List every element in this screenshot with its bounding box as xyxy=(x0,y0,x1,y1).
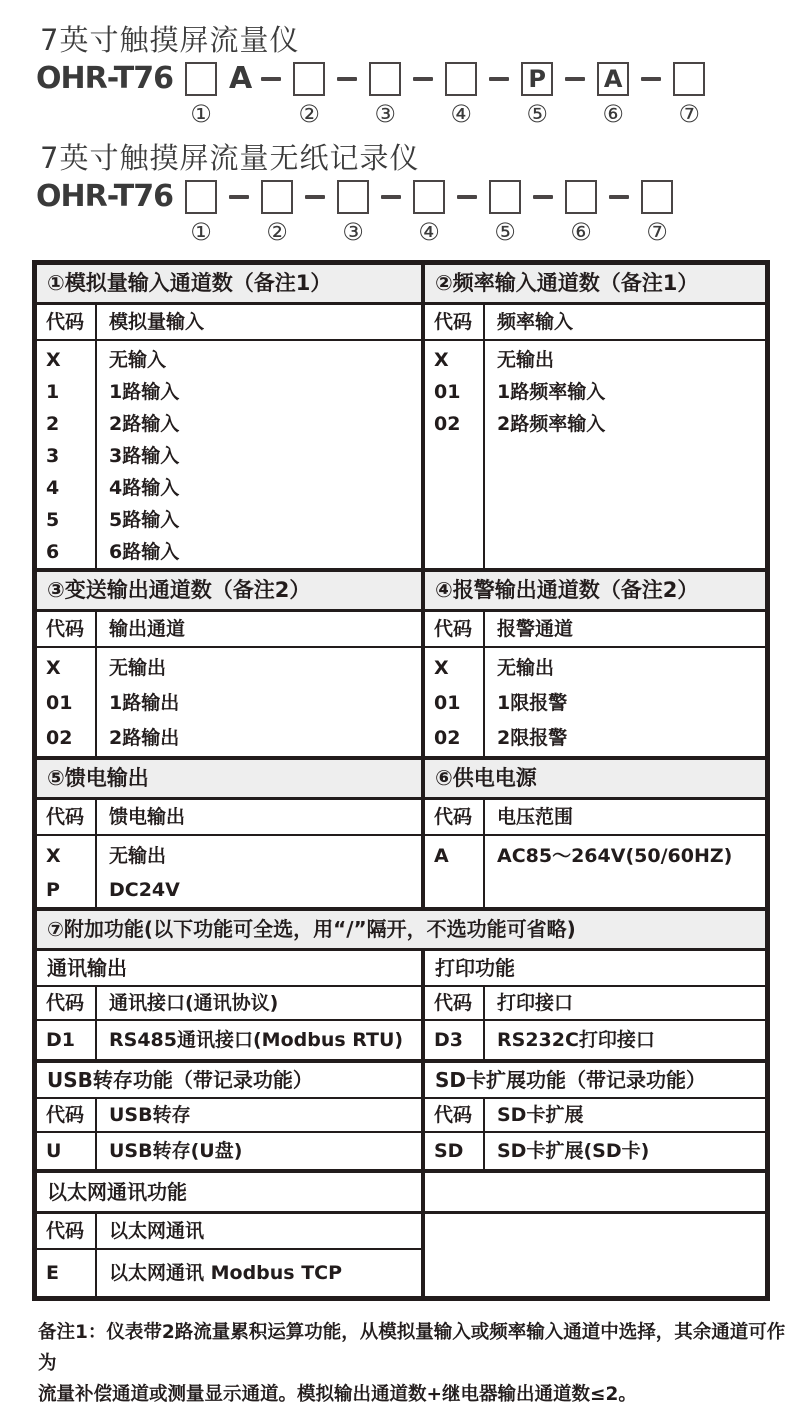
column-header-row xyxy=(425,800,765,836)
value-cell: 1路输出 xyxy=(109,692,180,714)
model-slot-1 xyxy=(183,180,219,245)
model-slot-7 xyxy=(671,62,707,127)
value-cell: 无输出 xyxy=(497,657,555,679)
section-6-power-supply xyxy=(425,760,765,907)
model-code-box-5: P xyxy=(521,62,553,96)
code-column-header: 代码 xyxy=(425,305,485,339)
code-cell: 02 xyxy=(46,727,73,749)
code-cells xyxy=(425,648,485,756)
model-separator-dash xyxy=(533,195,553,199)
model-prefix-1: OHR-T76 xyxy=(36,61,173,96)
table-block-5-6 xyxy=(37,760,765,911)
column-header-row xyxy=(37,987,421,1021)
value-cell: DC24V xyxy=(109,879,180,901)
value-cell: 3路输入 xyxy=(109,445,180,467)
model-code-box-6: A xyxy=(597,62,629,96)
model-slot-6 xyxy=(563,180,599,245)
circled-number-4: ④ xyxy=(418,218,440,246)
value-cell: 无输出 xyxy=(109,845,167,867)
value-column-header: 报警通道 xyxy=(497,618,574,640)
model-slot-4 xyxy=(443,62,479,127)
model-code-box-2 xyxy=(261,180,293,214)
model-separator-dash xyxy=(305,195,325,199)
code-cell: A xyxy=(434,845,449,867)
footnote-line-2: 流量补偿通道或测量显示通道。模拟输出通道数+继电器输出通道数≤2。 xyxy=(38,1384,637,1405)
value-cell: AC85～264V(50/60HZ) xyxy=(497,845,733,867)
code-cell: D3 xyxy=(425,1021,485,1059)
subsection-header-ethernet: 以太网通讯功能 xyxy=(37,1173,421,1214)
table-row xyxy=(425,1021,765,1063)
code-cell: X xyxy=(46,845,61,867)
model-code-box-1 xyxy=(185,62,217,96)
model-slot-3 xyxy=(335,180,371,245)
model-code-box-5 xyxy=(489,180,521,214)
value-cell: RS485通讯接口(Modbus RTU) xyxy=(109,1029,404,1051)
circled-number-3: ③ xyxy=(342,218,364,246)
table-block-7 xyxy=(37,911,765,1296)
empty-cell xyxy=(425,1173,765,1214)
code-cell: X xyxy=(46,657,61,679)
value-cell: 1限报警 xyxy=(497,692,568,714)
code-cells xyxy=(37,341,97,568)
table-row xyxy=(37,1021,421,1063)
value-cell: SD卡扩展(SD卡) xyxy=(497,1140,650,1162)
model-code-box-1 xyxy=(185,180,217,214)
circled-number-7: ⑦ xyxy=(646,218,668,246)
value-cell: 以太网通讯 Modbus TCP xyxy=(109,1262,343,1284)
circled-number-2: ② xyxy=(298,100,320,128)
circled-number-4: ④ xyxy=(450,100,472,128)
model-slot-1 xyxy=(183,62,219,127)
section-2-frequency-input xyxy=(425,265,765,568)
section-7-right-column xyxy=(425,951,765,1296)
code-column-header: 代码 xyxy=(425,800,485,834)
code-cell: 01 xyxy=(434,692,461,714)
value-column-header: 以太网通讯 xyxy=(109,1220,205,1242)
value-column-header: SD卡扩展 xyxy=(497,1104,584,1126)
subsection-header-sd: SD卡扩展功能（带记录功能） xyxy=(425,1063,765,1099)
section-rows xyxy=(37,648,421,756)
code-cell: 5 xyxy=(46,509,60,531)
circled-number-1: ① xyxy=(190,218,212,246)
model-separator-dash xyxy=(457,195,477,199)
circled-number-7: ⑦ xyxy=(678,100,700,128)
table-row xyxy=(425,1133,765,1173)
value-cells xyxy=(485,836,765,907)
code-column-header: 代码 xyxy=(425,987,485,1019)
value-cell: 6路输入 xyxy=(109,541,180,563)
code-column-header: 代码 xyxy=(37,305,97,339)
section-header: ⑤馈电输出 xyxy=(37,760,421,800)
value-column-header: 模拟量输入 xyxy=(109,311,205,333)
code-cell: U xyxy=(37,1133,97,1169)
model-prefix-2: OHR-T76 xyxy=(36,179,173,214)
value-cell: 无输出 xyxy=(497,349,555,371)
code-cell: 02 xyxy=(434,727,461,749)
model-code-box-4 xyxy=(445,62,477,96)
value-cell: RS232C打印接口 xyxy=(497,1029,655,1051)
section-4-alarm-output xyxy=(425,572,765,756)
table-block-3-4 xyxy=(37,572,765,760)
code-column-header: 代码 xyxy=(37,800,97,834)
code-cell: 01 xyxy=(46,692,73,714)
model-slot-2 xyxy=(259,180,295,245)
table-row xyxy=(37,1250,421,1296)
section-header: ③变送输出通道数（备注2） xyxy=(37,572,421,612)
section-rows xyxy=(425,836,765,907)
value-column-header: 电压范围 xyxy=(497,806,574,828)
model-separator-dash xyxy=(641,77,661,81)
value-column-header: 馈电输出 xyxy=(109,806,186,828)
model-separator-dash xyxy=(609,195,629,199)
code-cell: 3 xyxy=(46,445,60,467)
value-cell: 2限报警 xyxy=(497,727,568,749)
circled-number-6: ⑥ xyxy=(602,100,624,128)
section-rows xyxy=(425,648,765,756)
column-header-row xyxy=(37,800,421,836)
code-column-header: 代码 xyxy=(425,612,485,646)
empty-cell xyxy=(425,1214,765,1296)
code-column-header: 代码 xyxy=(37,1099,97,1131)
column-header-row xyxy=(425,305,765,341)
section-rows xyxy=(425,341,765,568)
model-fixed-letter: A xyxy=(228,61,252,96)
footnote xyxy=(38,1317,790,1410)
model-separator-dash xyxy=(565,77,585,81)
value-cells xyxy=(97,341,421,568)
circled-number-3: ③ xyxy=(374,100,396,128)
value-cells xyxy=(97,836,421,907)
circled-number-6: ⑥ xyxy=(570,218,592,246)
code-cell: D1 xyxy=(37,1021,97,1059)
value-cell: 2路输出 xyxy=(109,727,180,749)
model-separator-dash xyxy=(413,77,433,81)
model-code-box-7 xyxy=(641,180,673,214)
code-cell: X xyxy=(434,349,449,371)
model-code-box-3 xyxy=(337,180,369,214)
model-slot-6 xyxy=(595,62,631,127)
circled-number-2: ② xyxy=(266,218,288,246)
order-code-table xyxy=(32,260,770,1301)
value-column-header: 输出通道 xyxy=(109,618,186,640)
model-separator-dash xyxy=(337,77,357,81)
code-cell: 4 xyxy=(46,477,60,499)
value-cells xyxy=(485,341,765,568)
section-rows xyxy=(37,836,421,907)
value-cells xyxy=(485,648,765,756)
code-cells xyxy=(425,341,485,568)
section-header: ①模拟量输入通道数（备注1） xyxy=(37,265,421,305)
value-cell: 无输出 xyxy=(109,657,167,679)
value-cell: 1路输入 xyxy=(109,381,180,403)
section-7-left-column xyxy=(37,951,425,1296)
column-header-row xyxy=(425,612,765,648)
model-separator-dash xyxy=(489,77,509,81)
column-header-row xyxy=(37,1214,421,1250)
value-cell: 1路频率输入 xyxy=(497,381,606,403)
model-code-box-4 xyxy=(413,180,445,214)
model-slot-5 xyxy=(487,180,523,245)
column-header-row xyxy=(425,987,765,1021)
circled-number-5: ⑤ xyxy=(494,218,516,246)
column-header-row xyxy=(37,305,421,341)
code-cells xyxy=(425,836,485,907)
code-cell: P xyxy=(46,879,60,901)
table-block-1-2 xyxy=(37,265,765,572)
column-header-row xyxy=(37,612,421,648)
code-cell: SD xyxy=(425,1133,485,1169)
code-cell: 6 xyxy=(46,541,60,563)
code-cell: 1 xyxy=(46,381,60,403)
column-header-row xyxy=(37,1099,421,1133)
circled-number-5: ⑤ xyxy=(526,100,548,128)
value-cell: 2路输入 xyxy=(109,413,180,435)
section-header: ⑥供电电源 xyxy=(425,760,765,800)
model-line-2 xyxy=(36,180,790,248)
value-cells xyxy=(97,648,421,756)
circled-number-1: ① xyxy=(190,100,212,128)
column-header-row xyxy=(425,1099,765,1133)
code-column-header: 代码 xyxy=(37,1214,97,1248)
section-5-feed-output xyxy=(37,760,425,907)
code-column-header: 代码 xyxy=(37,987,97,1019)
section-rows xyxy=(37,341,421,568)
code-cell: 2 xyxy=(46,413,60,435)
code-cell: 02 xyxy=(434,413,461,435)
code-cell: X xyxy=(46,349,61,371)
product-title-1: 7英寸触摸屏流量仪 xyxy=(40,23,300,57)
footnote-line-1: 备注1：仪表带2路流量累积运算功能，从模拟量输入或频率输入通道中选择，其余通道可作为 xyxy=(38,1322,786,1374)
model-line-1 xyxy=(36,62,790,130)
value-column-header: 通讯接口(通讯协议) xyxy=(109,992,279,1014)
section-3-transmit-output xyxy=(37,572,425,756)
section-1-analog-input xyxy=(37,265,425,568)
value-cell: 2路频率输入 xyxy=(497,413,606,435)
code-cell: E xyxy=(37,1250,97,1296)
model-separator-dash xyxy=(381,195,401,199)
model-separator-dash xyxy=(261,77,281,81)
value-column-header: USB转存 xyxy=(109,1104,191,1126)
code-column-header: 代码 xyxy=(37,612,97,646)
table-row xyxy=(37,1133,421,1173)
model-slot-3 xyxy=(367,62,403,127)
subsection-header-comm-output: 通讯输出 xyxy=(37,951,421,987)
value-cell: 5路输入 xyxy=(109,509,180,531)
value-cell: USB转存(U盘) xyxy=(109,1140,243,1162)
value-cell: 4路输入 xyxy=(109,477,180,499)
model-slot-4 xyxy=(411,180,447,245)
model-slot-7 xyxy=(639,180,675,245)
subsection-header-usb: USB转存功能（带记录功能） xyxy=(37,1063,421,1099)
subsection-header-print: 打印功能 xyxy=(425,951,765,987)
code-cell: X xyxy=(434,657,449,679)
model-code-box-3 xyxy=(369,62,401,96)
code-cells xyxy=(37,836,97,907)
value-column-header: 频率输入 xyxy=(497,311,574,333)
code-column-header: 代码 xyxy=(425,1099,485,1131)
value-cell: 无输入 xyxy=(109,349,167,371)
model-slot-2 xyxy=(291,62,327,127)
product-title-2: 7英寸触摸屏流量无纸记录仪 xyxy=(40,141,420,175)
code-cell: 01 xyxy=(434,381,461,403)
model-code-box-6 xyxy=(565,180,597,214)
section-header: ④报警输出通道数（备注2） xyxy=(425,572,765,612)
model-separator-dash xyxy=(229,195,249,199)
value-column-header: 打印接口 xyxy=(497,992,574,1014)
section-7-header: ⑦附加功能(以下功能可全选，用“/”隔开，不选功能可省略) xyxy=(37,911,765,951)
section-header: ②频率输入通道数（备注1） xyxy=(425,265,765,305)
code-cells xyxy=(37,648,97,756)
model-slot-5 xyxy=(519,62,555,127)
model-code-box-7 xyxy=(673,62,705,96)
model-code-box-2 xyxy=(293,62,325,96)
